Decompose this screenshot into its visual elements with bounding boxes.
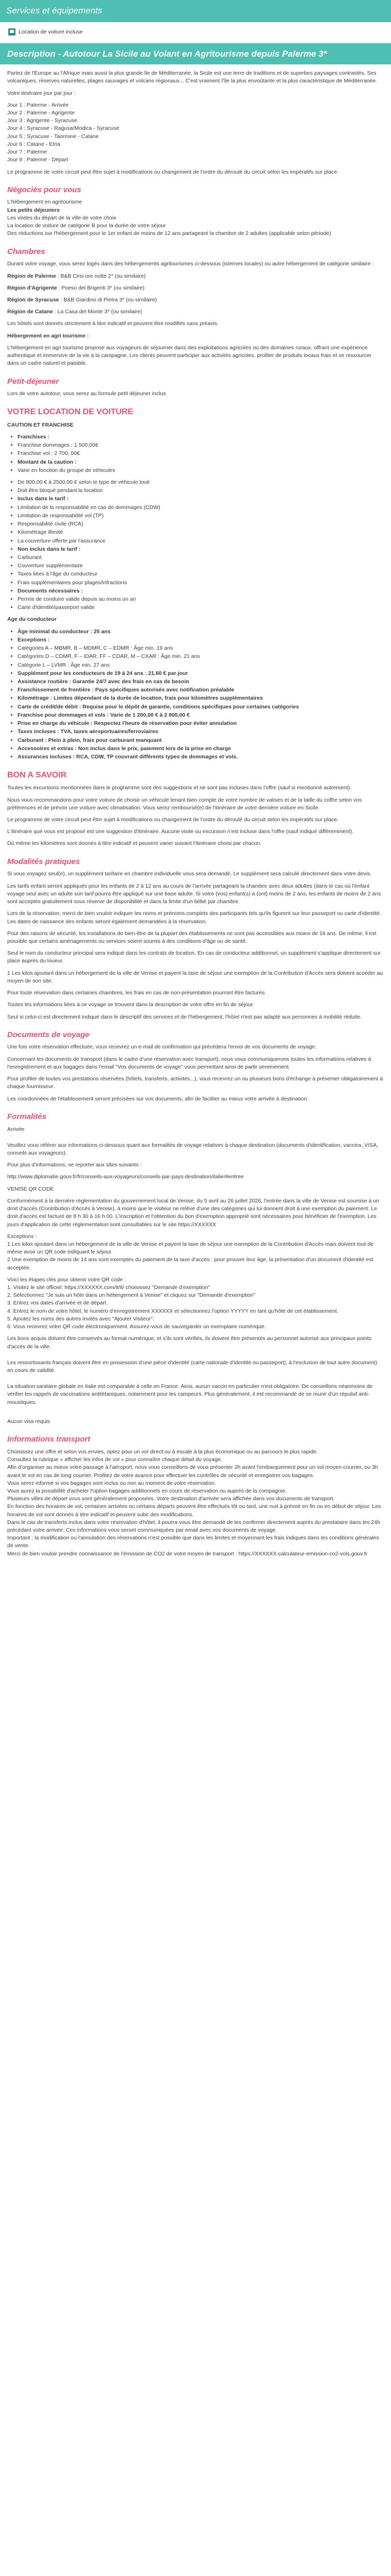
formalites-arrivee: Arrivée — [7, 1126, 25, 1132]
formalites-para: 2 Une exemption de moins de 14 ans sont exemptés du paiement de la taxe d'accès : pour prouver leur âge, la présentation d'un document d'identité est acceptée. — [7, 1257, 373, 1271]
formalites-para: Exceptions : — [7, 1233, 37, 1240]
list-item: • Montant de la caution : — [18, 459, 384, 466]
savoir-para: Nous vous recommandons pour votre voiture de choisir un véhicule tenant bien compte de votre nombre de valises et de la taille du coffre selon vos préférences et de prévoir une voiture avec climatisation. Vous serez remboursé(e) de l'itinéraire de votre dernière voiture en Sicile. — [7, 796, 362, 811]
transport-para[interactable]: Merci de bien vouloir prendre connaissance de l'émission de CO2 de votre moyen de transport : https://XXXXXX-calculateur-emission-co2-vols.gouv.fr — [7, 1550, 368, 1557]
formalites-para: Pour plus d'informations, se reporter aux sites suivants : — [7, 1162, 142, 1168]
formalites-para: Voici les étapes clés pour obtenir votre QR code : — [7, 1276, 126, 1283]
transport-para: Choisissez une offre et selon vos envies, optez pour un vol direct ou à escale à la plus économique ou au parcours le plus rapide. — [7, 1448, 318, 1455]
list-item: • Âge minimal du conducteur : 25 ans — [18, 628, 384, 636]
list-item: • Inclus dans le tarif : — [18, 495, 384, 503]
itinerary-day: Jour 5 : Syracuse - Taormine - Catane — [7, 133, 99, 140]
list-item: • Limitation de la responsabilité en cas de dommages (CDW) — [18, 504, 384, 512]
included-label: Location de voiture incluse — [19, 28, 83, 35]
savoir-para: L'itinéraire que vous est proposé est une suggestion d'itinéraire. Aucune visite ou excursion n'est incluse dans l'offre (sauf indiqué différemment). — [7, 828, 354, 835]
modalites-para: Pour toute réservation dans certaines chambres, les frais en cas de non-présentation pourront être facturés. — [7, 990, 266, 996]
list-item: • Accessoires et extras : Non inclus dans le prix, paiement lors de la prise en charge — [18, 745, 384, 753]
list-item: • Frais supplémentaires pour plages/infractions — [18, 579, 384, 587]
region-value: : La Casa del Monte 3* (ou similaire) — [53, 309, 142, 315]
itinerary-day: Jour 3 : Agrigente - Syracuse — [7, 117, 77, 124]
formalites-visa: Aucun visa requis — [7, 1418, 50, 1425]
modalites-para: Toutes les informations liées à ce voyage se trouvent dans la description de votre offre en fin de séjour. — [7, 1002, 254, 1008]
savoir-para: Le programme de votre circuit peut être sujet à modifications ou changement de l'ordre du déroulé du circuit selon les impératifs sur place. — [7, 817, 339, 823]
list-item: • Varie en fonction du groupe de véhicules — [18, 467, 384, 474]
itinerary-day: Jour 8 : Palerme - Départ — [7, 157, 68, 163]
modalites-para: Seul si celui-ci est directement indiqué dans le descriptif des services et de l'hébergement, l'hôtel n'est pas adapté aux personnes à mobilité réduite. — [7, 1013, 362, 1020]
savoir-para: Toutes les excursions mentionnées dans le programme sont des suggestions et ne sont pas incluses dans l'offre (sauf si mentionné autrement). — [7, 785, 352, 791]
formalites-step: 4. Entrez le nom de votre hôtel, le numéro d'enregistrement XXXXXX et sélectionnez l'option YYYYY en tant qu'hôte de cet établissement. — [7, 1308, 338, 1314]
list-item: • Prise en charge du véhicule : Respectez l'heure de réservation pour éviter annulation — [18, 720, 384, 727]
documents-para: Une fois votre réservation effectuée, vous recevrez un e-mail de confirmation qui précédera l'envoi de vos documents de voyage. — [7, 1044, 317, 1050]
list-item: • Franchise vol : 2 700, 00€ — [18, 450, 384, 457]
itinerary-note: Le programme de votre circuit peut être sujet à modifications ou changement de l'ordre du déroulé du circuit selon les impératifs sur place. — [7, 168, 339, 175]
list-item: • Catégories D – CDMR, F – IDAR, FF – CDAR, M – CXAR : Âge min. 21 ans — [18, 653, 384, 660]
transport-para: Dans le cas de transferts inclus dans votre réservation d'hôtel, il pourra vous être demandé de les confirmer directement auprès du prestataire dans les 24h précédant votre arrivée. Ces informations vous seront communiquées par email avec vos documents de voyage. — [7, 1519, 380, 1534]
list-item: • Carte d'identité/passeport valide — [18, 604, 384, 612]
documents-para: Pour profiter de toutes vos prestations réservées (hôtels, transferts, activités...), vous recevrez un ou plusieurs bons d'échange à présenter obligatoirement à chaque fournisseur. — [7, 1076, 383, 1090]
formalites-step: 3. Entrez vos dates d'arrivée et de départ. — [7, 1300, 108, 1307]
negocies-line: La location de voiture de catégorie B pour la durée de votre séjour — [7, 223, 166, 229]
region-line — [7, 273, 384, 280]
services-banner: Services et équipements — [0, 0, 391, 22]
modalites-para: Lors de la réservation, merci de bien vouloir indiquer les noms et prénoms complets des participants tels qu'ils figurent sur leur passeport ou carte d'identité. Les dates de naissance des enfants seront également demandées à la réservation. — [7, 910, 381, 925]
list-item: • Limitation de responsabilité vol (TP) — [18, 512, 384, 520]
chambres-note: Les hôtels sont donnés strictement à titre indicatif et peuvent être modifiés sans préavis. — [7, 320, 219, 327]
list-item: • Assistance routière : Garantie 24/7 avec des frais en cas de besoin — [18, 678, 384, 686]
formalites-para: VENISE QR CODE — [7, 1185, 54, 1192]
transport-para: En fonction des horaires de vol, certaines arrivées ou certains départs peuvent être effectués tôt ou tard, une nuit à prévoir en fin ou en début de séjour. Les horaires de vol sont donnés à titre indicatif et peuvent subir des modifications. — [7, 1503, 381, 1518]
negocies-line: Les visites du départ de la ville de votre choix — [7, 214, 117, 221]
itinerary-day: Jour 4 : Syracuse - Ragusa/Modica - Syracuse — [7, 125, 120, 132]
petit-dej-title: Petit-déjeuner — [7, 377, 59, 386]
region-value: : B&B Giardino di Pietra 3* (ou similaire) — [59, 296, 157, 303]
list-item: • Franchises : — [18, 433, 384, 441]
list-item: • Kilométrage illimité — [18, 529, 384, 536]
list-item: • Franchissement de frontière : Pays spécifiques autorisés avec notification préalable — [18, 686, 384, 694]
itinerary-day: Jour 7 : Palerme — [7, 149, 47, 156]
list-item: • De 800,00 € à 2500,00 € selon le type de véhicule loué — [18, 479, 384, 486]
list-item: • Supplément pour les conducteurs de 19 à 24 ans : 21,60 € par jour — [18, 670, 384, 677]
list-item: • Permis de conduire valide depuis au moins un an — [18, 596, 384, 603]
list-item: • Taxes incluses : TVA, taxes aéroportuaires/ferroviaires — [18, 728, 384, 736]
region-value: : Poeso del Brigenti 3* (ou similaire) — [57, 284, 145, 291]
transport-para: Plusieurs villes de départ vous sont généralement proposées. Votre destination d'arrivée sera affichée dans vos documents de transport. — [7, 1496, 335, 1502]
region-label: Région d'Agrigente — [7, 284, 57, 291]
modalites-para: Les tarifs enfant seront appliqués pour les enfants de 2 à 12 ans au cours de l'arrivée partageant la chambre avec deux adultes (dans le cas où l'enfant voyage seul avec un adulte son tarif pourra être appliqué sur une base adulte. Si votre (vos) enfant(s) a (ont) moins de 2 ans, les enfants de moins de 2 ans sont acceptés gratuitement sous réserve de disponibilité et dans la limite d'un bébé par chambre. — [7, 883, 381, 905]
modalites-title: Modalités pratiques — [7, 857, 80, 866]
transport-para: Important : la modification ou l'annulation des réservations n'est possible que dans les limites et moyennant les frais indiqués dans les conditions générales de vente. — [7, 1535, 379, 1549]
voiture-list-1 — [18, 433, 384, 474]
formalites-step: 6. Vous recevrez votre QR code électroniquement. Assurez-vous de sauvegarder un exemplaire numérique. — [7, 1324, 266, 1330]
voiture-subtitle: CAUTION ET FRANCHISE — [7, 421, 74, 428]
itinerary-day: Jour 1 : Palerme - Arrivée — [7, 101, 69, 108]
list-item: • Catégorie L – LVMR : Âge min. 27 ans — [18, 662, 384, 669]
modalites-para: Si vous voyagez seul(e), un supplément tarifaire en chambre individuelle vous sera demandé. Le supplément sera calculé directement dans votre devis. — [7, 871, 372, 877]
petit-dej-text: Lors de votre autotour, vous serez au formule petit déjeuner inclus — [7, 391, 166, 397]
list-item: • Franchise dommages : 1 500,00€ — [18, 442, 384, 449]
formalites-title: Formalités — [7, 1112, 46, 1121]
chambres-text: Durant votre voyage, vous serez logés dans des hébergements agritourismes ci-dessous (isternes locales) ou autre hébergement de catégorie similaire : — [7, 261, 374, 267]
list-item: • Exceptions : — [18, 636, 384, 644]
region-line — [7, 308, 384, 316]
itinerary-intro: Votre itinéraire jour par jour : — [7, 90, 76, 96]
documents-para: Concernant les documents de transport (dans le cadre d'une réservation avec transport), nous vous communiquerons toutes les informations relatives à l'enregistrement et aux bagages dans l'email "Vos documents de voyage" vous permettant ainsi de partir sereinement. — [7, 1056, 371, 1070]
voiture-list-2 — [18, 479, 384, 612]
list-item: • Carburant : Plein à plein, frais pour carburant manquant — [18, 737, 384, 744]
itinerary-day: Jour 6 : Catane - Etna — [7, 141, 60, 147]
formalites-para: La situation sanitaire globale en Italie est comparable à celle en France. Ainsi, aucun vaccin en particulier n'est obligatoire. De conseillons néanmoins de vérifier les rappels de vaccinations antitétaniques, notamment pour les campeurs. Plus généralement, il est recommandé de se munir d'un répulsif anti-moustiques. — [7, 1383, 373, 1405]
formalites-step: 5. Ajoutez les noms des autres invités avec "Ajouter Visiteur". — [7, 1315, 155, 1322]
list-item: • Assurances incluses : RCA, CDW, TP couvrant différents types de dommages et vols. — [18, 753, 384, 761]
negocies-line: Des réductions sur l'hébergement pour le 1er enfant de moins de 12 ans partageant la chambre de 2 adultes (applicable selon période) — [7, 230, 331, 237]
car-icon — [8, 28, 15, 36]
documents-title: Documents de voyage — [7, 1030, 90, 1039]
formalites-step: 1. Visitez le site officiel: https://XXXXXX.com/it/it/ choisissez "Demande d'exemption" — [7, 1284, 210, 1291]
formalites-para: Les ressortissants français doivent être en possession d'une pièce d'identité (carte nationale d'identité ou passeport), à l'exclusion de tout autre document) en cours de validité. — [7, 1359, 378, 1374]
agri-text: L'hébergement en agri tourisme propose aux voyageurs de séjourner dans des exploitations agricoles ou des domaines ruraux, offrant une expérience authentique et immersive de la vie à la campagne. Les clients peuvent participer aux activités agricoles, profiter de produits locaux frais et se ressourcer dans un cadre naturel et paisible. — [7, 344, 372, 367]
age-list — [18, 628, 384, 761]
region-line — [7, 284, 384, 292]
negocies-line: Les petits déjeuners — [7, 207, 60, 213]
list-item: • Kilométrage : Limites dépendant de la durée de location, frais pour kilomètres supplémentaires — [18, 694, 384, 702]
chambres-title: Chambres — [7, 247, 45, 256]
included-row — [8, 28, 383, 36]
age-title: Age du conducteur — [7, 616, 57, 623]
savoir-para: Dû même les kilomètres sont donnés à titre indicatif et peuvent varier suivant l'itinéraire choisi par chacun. — [7, 840, 262, 847]
list-item: • Carburant — [18, 554, 384, 562]
list-item: • Non inclus dans le tarif : — [18, 546, 384, 553]
list-item: • La couverture offerte par l'assurance — [18, 537, 384, 545]
list-item: • Taxes liées à l'âge du conducteur — [18, 570, 384, 578]
region-value: : B&B Cirsi ore notte 2* (ou similaire) — [56, 273, 146, 279]
negocies-title: Négociés pour vous — [7, 185, 82, 194]
negocies-line: L'hébergement en agritourisme — [7, 199, 83, 206]
itinerary-list — [7, 101, 384, 164]
agri-title: Hébergement en agri tourisme : — [7, 332, 89, 339]
list-item: • Couverture supplémentaire — [18, 562, 384, 570]
modalites-para: 1 Les kilos ajoutant dans un hébergement de la ville de Venise et payent la taxe de séjour une exemption de la Contribution d'Accès sera doivent accéder au moyen de son site. — [7, 970, 383, 984]
transport-para: Vous aurez la possibilité d'acheter l'option bagages additionnels en cours de réservation ou auprès de la compagnie. — [7, 1487, 287, 1494]
transport-para: Afin d'organiser au mieux votre passage à l'aéroport, nous vous conseillons de vous présenter 2h avant l'embarquement pour un vol moyen-courrier, ou 3h avant le vol en cas de long courrier. Profitez de votre avance pour effectuer les contrôles de sécurité et enregistrer vos bagages. — [7, 1464, 378, 1479]
formalites-para: 1 Les kilos ajoutant dans un hébergement de la ville de Venise et payent la taxe de séjour une exemption de la Contribution d'Accès mais doivent tout de même avoir un QR code indiquant le séjour. — [7, 1241, 374, 1256]
formalites-para: Veuillez vous référer aux informations ci-dessous quant aux formalités de voyage relatives à chaque destination (documents d'identification, vaccins, VISA, conseils aux voyageurs). — [7, 1142, 379, 1156]
transport-para: Vous serez informé si vos bagages sont inclus ou non au moment de votre réservation. — [7, 1480, 216, 1486]
list-item: • Doit être bloqué pendant la location — [18, 487, 384, 495]
voiture-title: VOTRE LOCATION DE VOITURE — [7, 408, 134, 417]
region-line — [7, 296, 384, 304]
region-label: Région de Syracuse — [7, 296, 59, 303]
description-content — [0, 64, 391, 1572]
modalites-para: Pour des raisons de sécurité, les installations de bien-être de la plupart des établissements ne sont pas accessibles aux moins de 16 ans. De même, il est possible que certains aménagements ou services soient soumis à des conditions d'âge ou de santé. — [7, 930, 377, 944]
region-label: Région de Catane — [7, 309, 53, 315]
list-item: • Catégories A – MBMR, B – MDMR, C – EDMR : Âge min. 19 ans — [18, 645, 384, 652]
modalites-para: Seul le nom du conducteur principal sera indiqué dans les contrats de location. En cas de conducteur additionnel, un supplément s'applique directement sur place auprès du loueur. — [7, 950, 381, 964]
documents-para: Les coordonnées de l'établissement seront précisées sur vos documents, afin de faciliter au mieux votre arrivée à destination. — [7, 1095, 308, 1102]
formalites-step: 2. Sélectionnez "Je suis un hôte dans un hébergement à Venise" et cliquez sur "Demande d'exemption" — [7, 1292, 255, 1299]
list-item: • Franchise pour dommages et vols : Varie de 1 200,00 € à 2 800,00 € — [18, 711, 384, 719]
description-title: Description - Autotour La Sicile au Volant en Agritourisme depuis Palerme 3* — [0, 43, 391, 64]
formalites-para: Les bons acquis doivent être conservés au format numérique, et s'ils sont vérifiés, ils doivent être présentés au personnel autorisé aux principaux points d'accès de la ville. — [7, 1335, 371, 1350]
list-item: • Carte de crédit/de débit : Requise pour le dépôt de garantie, conditions spécifiques pour certaines catégories — [18, 703, 384, 711]
transport-title: Informations transport — [7, 1435, 90, 1444]
list-item: • Documents nécessaires : — [18, 587, 384, 595]
formalites-para: Conformément à la dernière réglementation du gouvernement local de Venise, du 5 avril au 26 juillet 2026, l'entrée dans la ville de Venise est soumise à un droit d'accès (Contribution d'Accès à Venise), à moins que le visiteur ne relève d'une des catégories qui lui donnent droit à une exemption du paiement. Le droit d'accès est facturé de 8 h 30 à 16 h 00. L'inscription et l'obtention du bon d'exemption approprié sont nécessaires pour bénéficier de l'exemption. Les jours d'application de cette réglementation sont consultables sur le site https://XXXXXX — [7, 1197, 380, 1228]
region-label: Région de Palerme — [7, 273, 56, 279]
formalites-link[interactable]: http://www.diplomatie.gouv.fr/fr/conseils-aux-voyageurs/conseils-par-pays-destination/italie/#entree — [7, 1174, 244, 1180]
intro-text: Partez de l'Europe au l'Afrique mais aussi la plus grande île de Méditerranée, la Sicile est une terre de traditions et de superbes paysages contrastés. Ses volcaniques, réserves naturelles, plages sauvages et volcans régionaux... C'est vraiment l'île la plus envoûtante et la plus caractéristique de Méditerranée. — [7, 70, 378, 84]
itinerary-day: Jour 2 : Palerme - Agrigente — [7, 109, 75, 116]
savoir-title: BON A SAVOIR — [7, 771, 67, 780]
transport-para: Consultez la rubrique « afficher les infos de vol » pour connaître chaque détail du voyage. — [7, 1456, 222, 1463]
list-item: • Responsabilité civile (RCA) — [18, 520, 384, 528]
